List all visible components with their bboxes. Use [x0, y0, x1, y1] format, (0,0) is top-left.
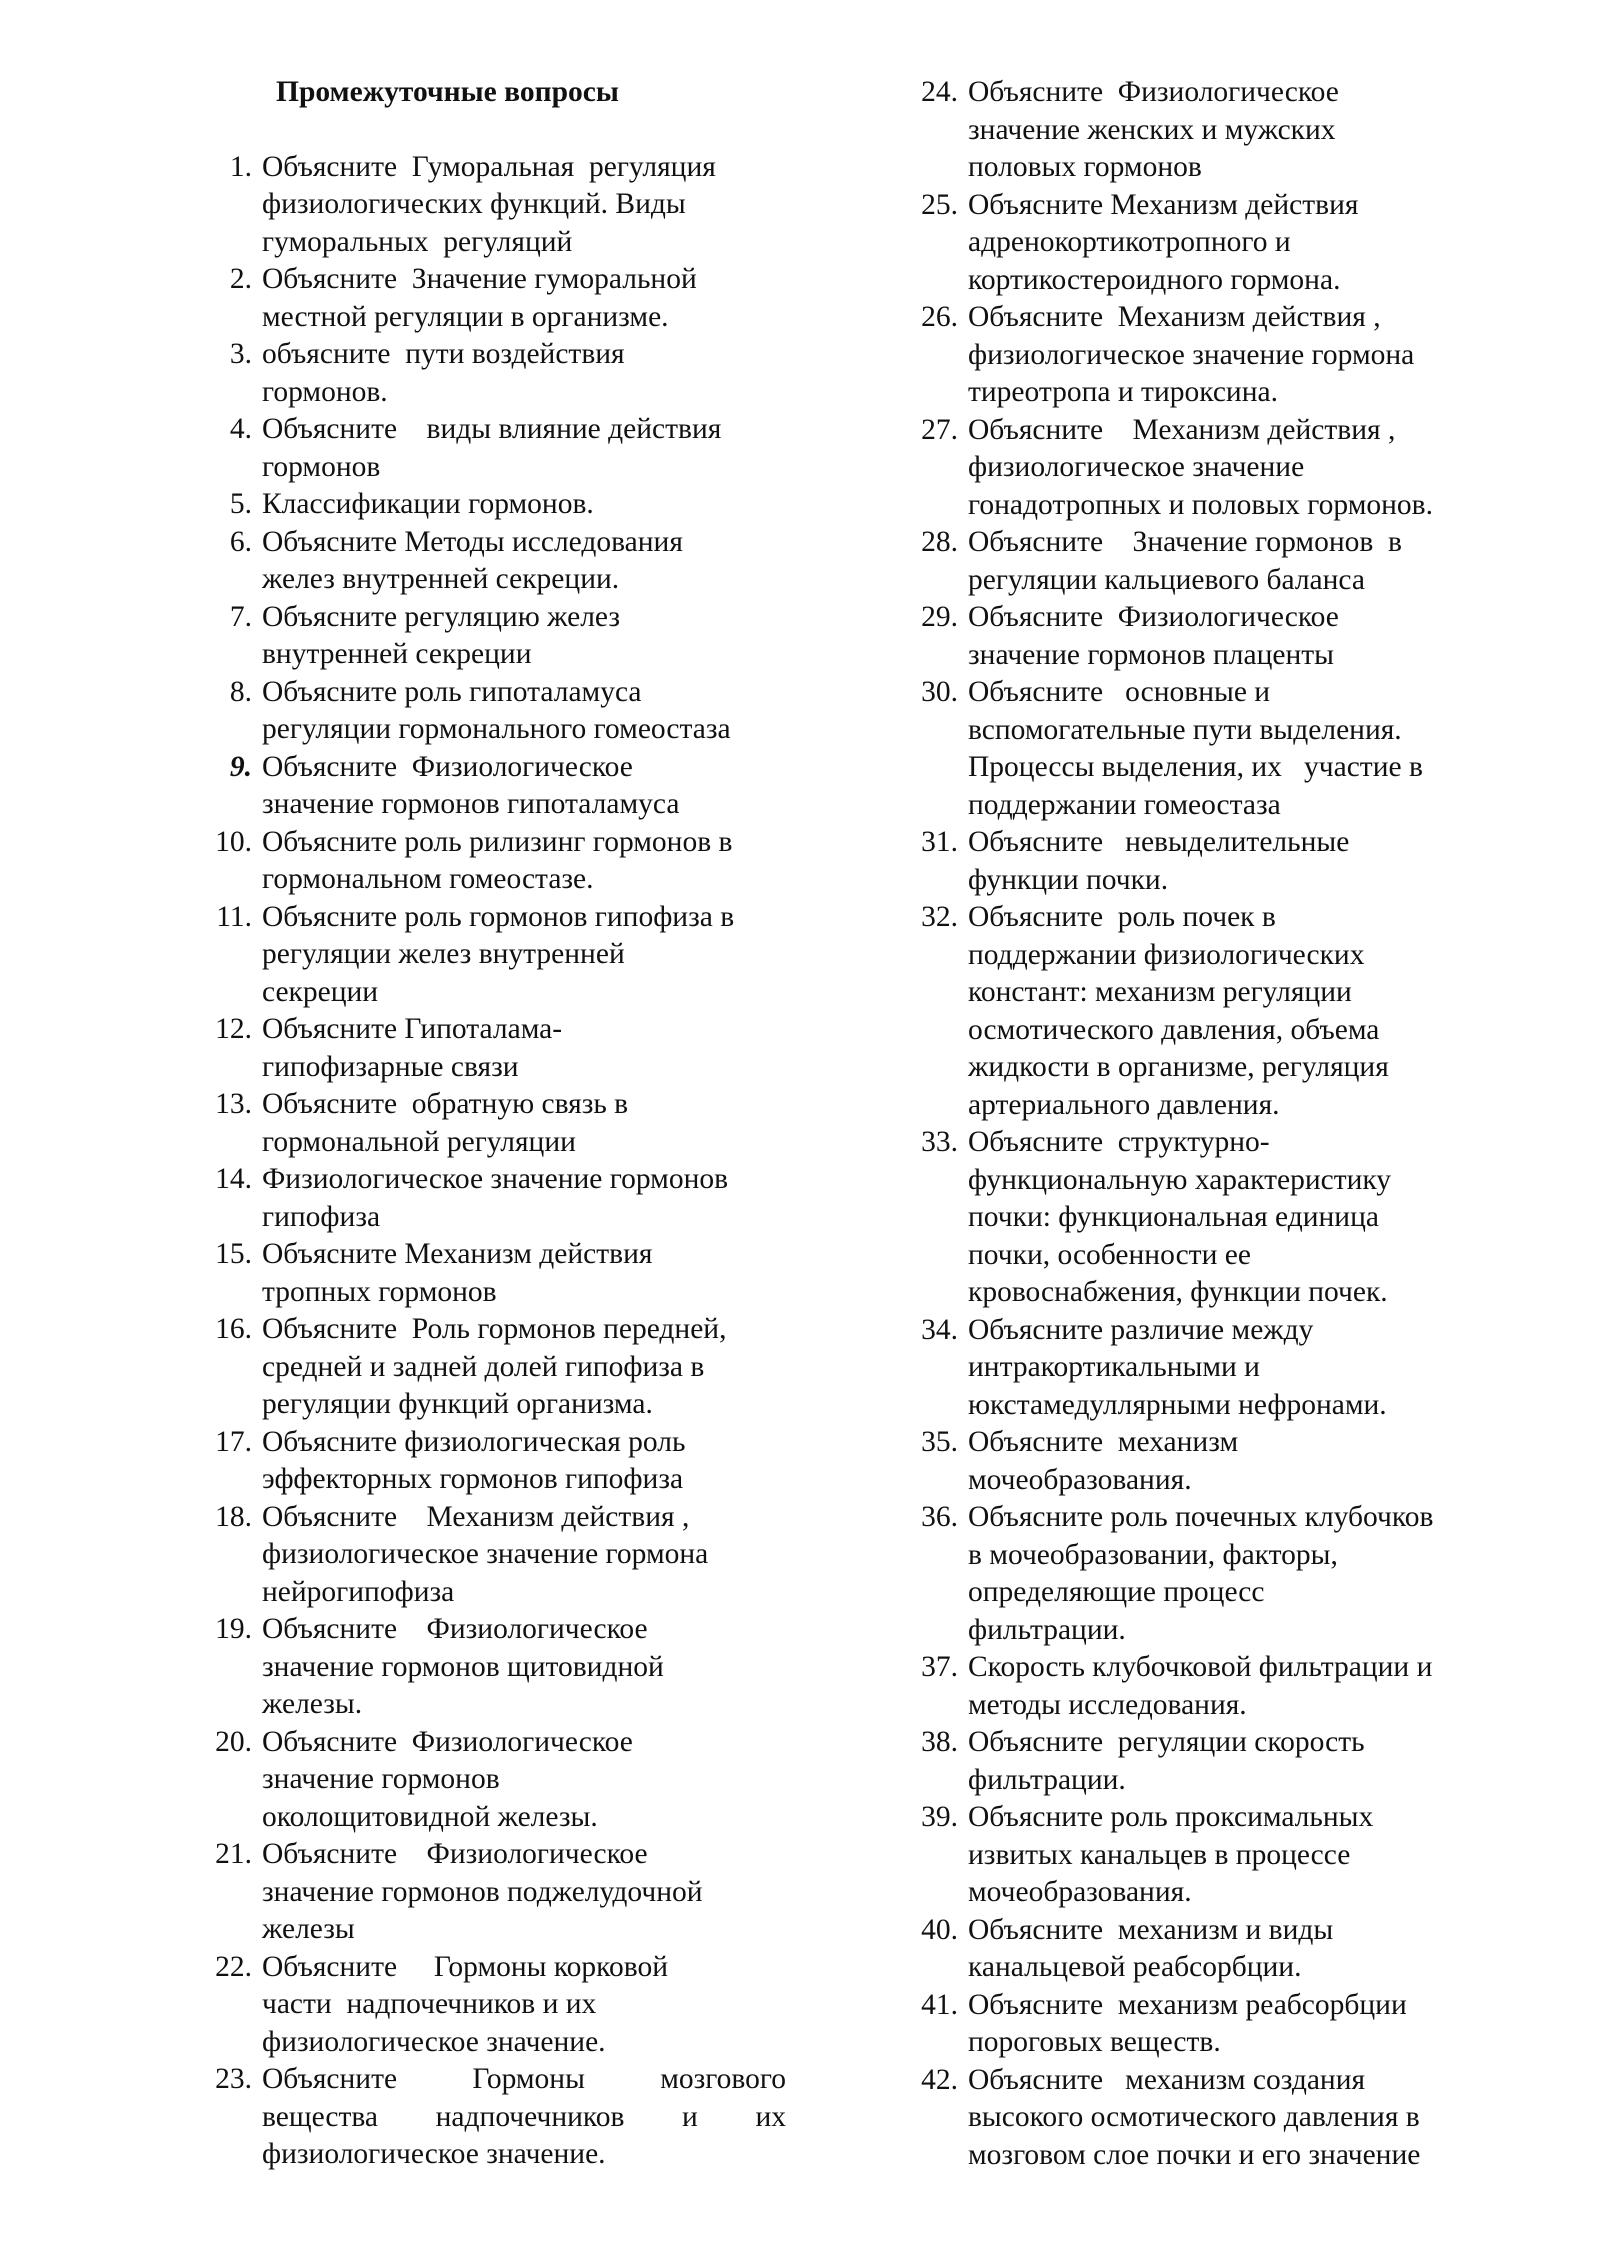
question-number: 32.	[921, 901, 958, 933]
question-text-line: высокого осмотического давления в	[968, 2101, 1420, 2133]
question-text-line: физиологическое значение.	[262, 2138, 606, 2170]
question-text-line: функции почки.	[968, 863, 1169, 896]
question-text	[262, 1499, 786, 1612]
question-text-line: мозговом слое почки и его значение	[968, 2138, 1421, 2171]
question-text-line: Объясните механизм	[968, 1426, 1239, 1458]
question-item	[916, 599, 1516, 674]
question-item	[196, 1161, 786, 1236]
question-text	[968, 674, 1516, 824]
question-text-line: регуляции функций организма.	[262, 1388, 653, 1420]
question-text-line: внутренней секреции	[262, 638, 532, 670]
question-item	[916, 1499, 1516, 1649]
question-text-line: секреции	[262, 975, 379, 1008]
question-text-line: определяющие процесс	[968, 1576, 1265, 1608]
question-item	[196, 749, 786, 824]
question-item	[916, 524, 1516, 599]
question-text-line: поддержании физиологических	[968, 938, 1365, 971]
question-text	[262, 336, 786, 411]
question-item	[916, 1799, 1516, 1912]
question-list-left	[196, 149, 786, 2174]
question-text	[262, 524, 786, 599]
question-number: 13.	[215, 1088, 252, 1120]
question-text	[968, 187, 1516, 300]
question-text-line: Объясните обратную связь в	[262, 1088, 629, 1120]
question-text-line: гормональном гомеостазе.	[262, 863, 594, 895]
question-text-line: Объясните роль гормонов гипофиза в	[262, 900, 735, 933]
question-text-line: объясните пути воздействия	[262, 338, 625, 370]
question-text-line: железы.	[262, 1688, 363, 1720]
question-number: 2.	[229, 263, 252, 295]
question-text-line: эффекторных гормонов гипофиза	[262, 1463, 684, 1495]
question-number: 27.	[921, 413, 958, 446]
question-text-line: Объясните Гормоны корковой	[262, 1950, 669, 1983]
question-item	[196, 1086, 786, 1161]
question-item	[916, 74, 1516, 187]
question-number: 38.	[921, 1726, 958, 1758]
question-text-line: вспомогательные пути выделения.	[968, 713, 1402, 746]
question-text-line: Объясните Гипоталама-	[262, 1013, 563, 1045]
question-text-line: физиологических функций. Виды	[262, 188, 686, 220]
question-text-line: тропных гормонов	[262, 1275, 497, 1308]
question-item	[916, 824, 1516, 899]
question-text-line: Объясните Механизм действия	[262, 1238, 653, 1270]
question-text-line: Объясните механизм создания	[968, 2063, 1366, 2096]
question-text-line: Объясните различие между	[968, 1313, 1314, 1346]
question-text-line: Объясните механизм реабсорбции	[968, 1988, 1407, 2021]
question-text-line: жидкости в организме, регуляция	[968, 1051, 1389, 1083]
question-item	[196, 2061, 786, 2174]
question-text-line: мочеобразования.	[968, 1876, 1192, 1908]
question-item	[196, 899, 786, 1012]
question-item	[196, 824, 786, 899]
question-text	[262, 1424, 786, 1499]
question-text-line: в мочеобразовании, факторы,	[968, 1538, 1338, 1571]
question-text-line: гормональной регуляции	[262, 1125, 576, 1158]
question-text-line: Объясните Физиологическое	[262, 750, 633, 783]
question-text-line: нейрогипофиза	[262, 1575, 455, 1608]
question-text-line: кровоснабжения, функции почек.	[968, 1276, 1388, 1308]
question-text-line: Физиологическое значение гормонов	[262, 1163, 729, 1195]
question-text-line: Объясните Физиологическое	[262, 1613, 648, 1645]
page-title: Промежуточные вопросы	[276, 76, 619, 108]
question-text-line: Процессы выделения, их участие в	[968, 751, 1423, 783]
question-number: 11.	[216, 900, 252, 933]
question-text	[262, 1836, 786, 1949]
question-text-line: Объясните Методы исследования	[262, 525, 683, 558]
question-text-line: Объясните Гуморальная регуляция	[262, 150, 716, 183]
question-text	[262, 411, 786, 486]
question-text	[968, 824, 1516, 899]
question-number: 22.	[215, 1950, 252, 1983]
question-number: 10.	[215, 825, 252, 858]
question-text-line: Объясните структурно-	[968, 1126, 1270, 1158]
question-number: 1.	[229, 150, 252, 183]
question-text-line: местной регуляции в организме.	[262, 300, 669, 333]
question-text	[968, 1499, 1516, 1649]
question-text-line: Объясните Механизм действия ,	[968, 301, 1381, 333]
question-item	[196, 1611, 786, 1724]
question-text-line: значение гормонов щитовидной	[262, 1650, 664, 1683]
question-text-line: Объясните физиологическая роль	[262, 1425, 686, 1458]
question-text	[262, 899, 786, 1012]
question-text-line: физиологическое значение.	[262, 2025, 606, 2058]
question-text-line: Объясните Роль гормонов передней,	[262, 1313, 727, 1345]
question-item	[916, 1987, 1516, 2062]
question-number: 36.	[921, 1501, 958, 1533]
question-item	[916, 1124, 1516, 1312]
question-number: 15.	[215, 1238, 252, 1270]
question-text-line: желез внутренней секреции.	[262, 563, 620, 595]
question-text-line: интракортикальными и	[968, 1351, 1260, 1383]
question-item	[196, 1499, 786, 1612]
question-text	[968, 1724, 1516, 1799]
question-text-line: юкстамедуллярными нефронами.	[968, 1388, 1387, 1421]
question-number: 26.	[921, 301, 958, 333]
question-text-line: Объясните Значение гуморальной	[262, 263, 697, 295]
question-item	[196, 1724, 786, 1837]
question-text-line: почки: функциональная единица	[968, 1201, 1379, 1233]
question-number: 17.	[215, 1425, 252, 1458]
question-item	[196, 1011, 786, 1086]
question-item	[916, 899, 1516, 1124]
question-number: 29.	[921, 601, 958, 633]
question-item	[196, 674, 786, 749]
question-text-line: Объясните регуляцию желез	[262, 600, 621, 633]
question-text	[262, 149, 786, 262]
question-text-line: гипофизарные связи	[262, 1050, 519, 1083]
question-text	[262, 2061, 786, 2174]
question-number: 40.	[921, 1913, 958, 1946]
question-item	[196, 411, 786, 486]
question-text	[968, 1987, 1516, 2062]
question-text	[968, 524, 1516, 599]
question-number: 9.	[229, 750, 252, 783]
question-number: 20.	[215, 1725, 252, 1758]
question-text-line: Объясните механизм и виды	[968, 1913, 1334, 1946]
question-text-line: значение женских и мужских	[968, 113, 1336, 146]
question-number: 35.	[921, 1426, 958, 1458]
question-text-line: гуморальных регуляций	[262, 225, 573, 258]
question-text	[262, 1724, 786, 1837]
question-text-line: кортикостероидного гормона.	[968, 263, 1341, 296]
question-text	[968, 1912, 1516, 1987]
question-number: 28.	[921, 526, 958, 558]
question-text-line: вещества надпочечников и их	[262, 2100, 786, 2133]
question-item	[196, 599, 786, 674]
question-number: 37.	[921, 1651, 958, 1683]
question-item	[196, 486, 786, 524]
question-text-line: Объясните Механизм действия ,	[262, 1500, 690, 1533]
question-text-line: физиологическое значение гормона	[262, 1538, 709, 1570]
question-item	[916, 1649, 1516, 1724]
question-number: 24.	[921, 76, 958, 108]
question-text-line: тиреотропа и тироксина.	[968, 376, 1278, 408]
question-text	[968, 1649, 1516, 1724]
question-number: 30.	[921, 676, 958, 708]
question-item	[916, 1312, 1516, 1425]
question-text-line: функциональную характеристику	[968, 1163, 1392, 1196]
question-text-line: физиологическое значение	[968, 451, 1305, 483]
question-text-line: Объясните Механизм действия	[968, 188, 1359, 221]
question-item	[196, 261, 786, 336]
question-text-line: артериального давления.	[968, 1088, 1280, 1121]
question-text-line: гормонов	[262, 450, 381, 483]
question-number: 8.	[229, 675, 252, 708]
question-text	[262, 1949, 786, 2062]
question-number: 4.	[229, 413, 252, 445]
question-text	[262, 261, 786, 336]
question-item	[916, 1724, 1516, 1799]
question-text-line: извитых канальцев в процессе	[968, 1838, 1351, 1871]
question-text-line: Объясните роль проксимальных	[968, 1801, 1374, 1833]
question-number: 25.	[921, 188, 958, 221]
question-number: 3.	[229, 338, 252, 370]
question-item	[196, 1836, 786, 1949]
question-text-line: регуляции гормонального гомеостаза	[262, 713, 731, 745]
question-text-line: канальцевой реабсорбции.	[968, 1951, 1302, 1983]
question-item	[916, 2062, 1516, 2175]
question-text	[262, 674, 786, 749]
question-text	[262, 1611, 786, 1724]
question-text-line: Объясните роль рилизинг гормонов в	[262, 825, 733, 858]
left-column	[196, 74, 786, 2174]
question-text-line: Объясните Гормоны мозгового	[262, 2063, 786, 2095]
question-text-line: средней и задней долей гипофиза в	[262, 1350, 705, 1383]
question-number: 34.	[921, 1313, 958, 1346]
question-text	[968, 412, 1516, 525]
question-item	[916, 187, 1516, 300]
question-item	[196, 1236, 786, 1311]
question-number: 12.	[215, 1013, 252, 1045]
question-number: 42.	[921, 2063, 958, 2096]
question-text	[262, 1011, 786, 1086]
question-number: 14.	[215, 1163, 252, 1195]
question-text-line: Объясните Физиологическое	[262, 1725, 633, 1758]
question-text	[262, 1086, 786, 1161]
question-item	[196, 1949, 786, 2062]
question-text-line: железы	[262, 1913, 355, 1945]
question-text-line: фильтрации.	[968, 1613, 1126, 1646]
right-column	[916, 74, 1516, 2174]
question-number: 5.	[229, 488, 252, 520]
question-text-line: фильтрации.	[968, 1763, 1126, 1796]
question-text-line: Объясните Физиологическое	[968, 76, 1339, 108]
question-text-line: почки, особенности ее	[968, 1238, 1251, 1271]
question-text-line: Объясните Физиологическое	[968, 601, 1339, 633]
question-text-line: Объясните роль почечных клубочков	[968, 1501, 1434, 1533]
question-number: 7.	[229, 600, 252, 633]
question-item	[196, 524, 786, 599]
question-text	[968, 1312, 1516, 1425]
question-text-line: Объясните Механизм действия ,	[968, 413, 1396, 446]
question-text	[968, 2062, 1516, 2175]
question-text-line: Объясните виды влияние действия	[262, 413, 722, 445]
question-text	[968, 899, 1516, 1124]
question-text-line: Объясните Значение гормонов в	[968, 526, 1402, 558]
question-number: 33.	[921, 1126, 958, 1158]
question-text	[968, 299, 1516, 412]
question-text-line: гонадотропных и половых гормонов.	[968, 488, 1433, 521]
question-text-line: поддержании гомеостаза	[968, 788, 1281, 821]
question-text	[262, 1161, 786, 1236]
question-text-line: половых гормонов	[968, 151, 1202, 183]
question-text-line: физиологическое значение гормона	[968, 338, 1415, 371]
question-number: 16.	[215, 1313, 252, 1345]
question-text-line: гипофиза	[262, 1200, 381, 1233]
question-item	[196, 336, 786, 411]
question-text-line: методы исследования.	[968, 1688, 1247, 1721]
question-text	[968, 74, 1516, 187]
question-item	[916, 1912, 1516, 1987]
question-text-line: части надпочечников и их	[262, 1988, 597, 2020]
question-text-line: значение гормонов гипоталамуса	[262, 788, 680, 820]
question-text	[262, 824, 786, 899]
question-text-line: Скорость клубочковой фильтрации и	[968, 1651, 1433, 1683]
question-number: 39.	[921, 1801, 958, 1833]
question-list-right	[916, 74, 1516, 2174]
question-text	[262, 599, 786, 674]
question-number: 19.	[215, 1613, 252, 1645]
question-text-line: Объясните Физиологическое	[262, 1838, 648, 1870]
question-text-line: Классификации гормонов.	[262, 488, 594, 520]
question-text	[262, 1236, 786, 1311]
question-text-line: осмотического давления, объема	[968, 1013, 1380, 1046]
question-item	[196, 149, 786, 262]
question-text-line: Объясните регуляции скорость	[968, 1726, 1365, 1758]
question-text-line: регуляции кальциевого баланса	[968, 563, 1365, 596]
question-number: 6.	[229, 525, 252, 558]
question-text-line: Объясните роль гипоталамуса	[262, 675, 642, 708]
question-item	[916, 299, 1516, 412]
question-text-line: пороговых веществ.	[968, 2026, 1221, 2058]
question-text	[968, 599, 1516, 674]
question-text-line: констант: механизм регуляции	[968, 976, 1352, 1008]
question-number: 31.	[921, 826, 958, 858]
question-text	[968, 1799, 1516, 1912]
question-text-line: значение гормонов	[262, 1763, 500, 1795]
question-text-line: гормонов.	[262, 375, 388, 408]
question-text	[968, 1424, 1516, 1499]
question-item	[916, 1424, 1516, 1499]
question-text-line: регуляции желез внутренней	[262, 938, 625, 970]
question-text	[262, 1311, 786, 1424]
question-text	[262, 486, 786, 524]
question-text-line: Объясните основные и	[968, 676, 1271, 708]
question-text-line: значение гормонов поджелудочной	[262, 1875, 703, 1908]
question-text-line: Объясните невыделительные	[968, 826, 1350, 858]
question-text-line: Объясните роль почек в	[968, 901, 1276, 933]
question-number: 41.	[921, 1988, 958, 2021]
question-text-line: значение гормонов плаценты	[968, 638, 1334, 671]
question-text	[262, 749, 786, 824]
question-text-line: мочеобразования.	[968, 1463, 1192, 1496]
question-item	[916, 412, 1516, 525]
question-text	[968, 1124, 1516, 1312]
question-text-line: адренокортикотропного и	[968, 226, 1291, 258]
question-number: 23.	[215, 2063, 252, 2095]
question-number: 18.	[215, 1500, 252, 1533]
question-number: 21.	[215, 1838, 252, 1870]
question-item	[196, 1311, 786, 1424]
question-text-line: околощитовидной железы.	[262, 1800, 598, 1833]
question-item	[916, 674, 1516, 824]
question-item	[196, 1424, 786, 1499]
